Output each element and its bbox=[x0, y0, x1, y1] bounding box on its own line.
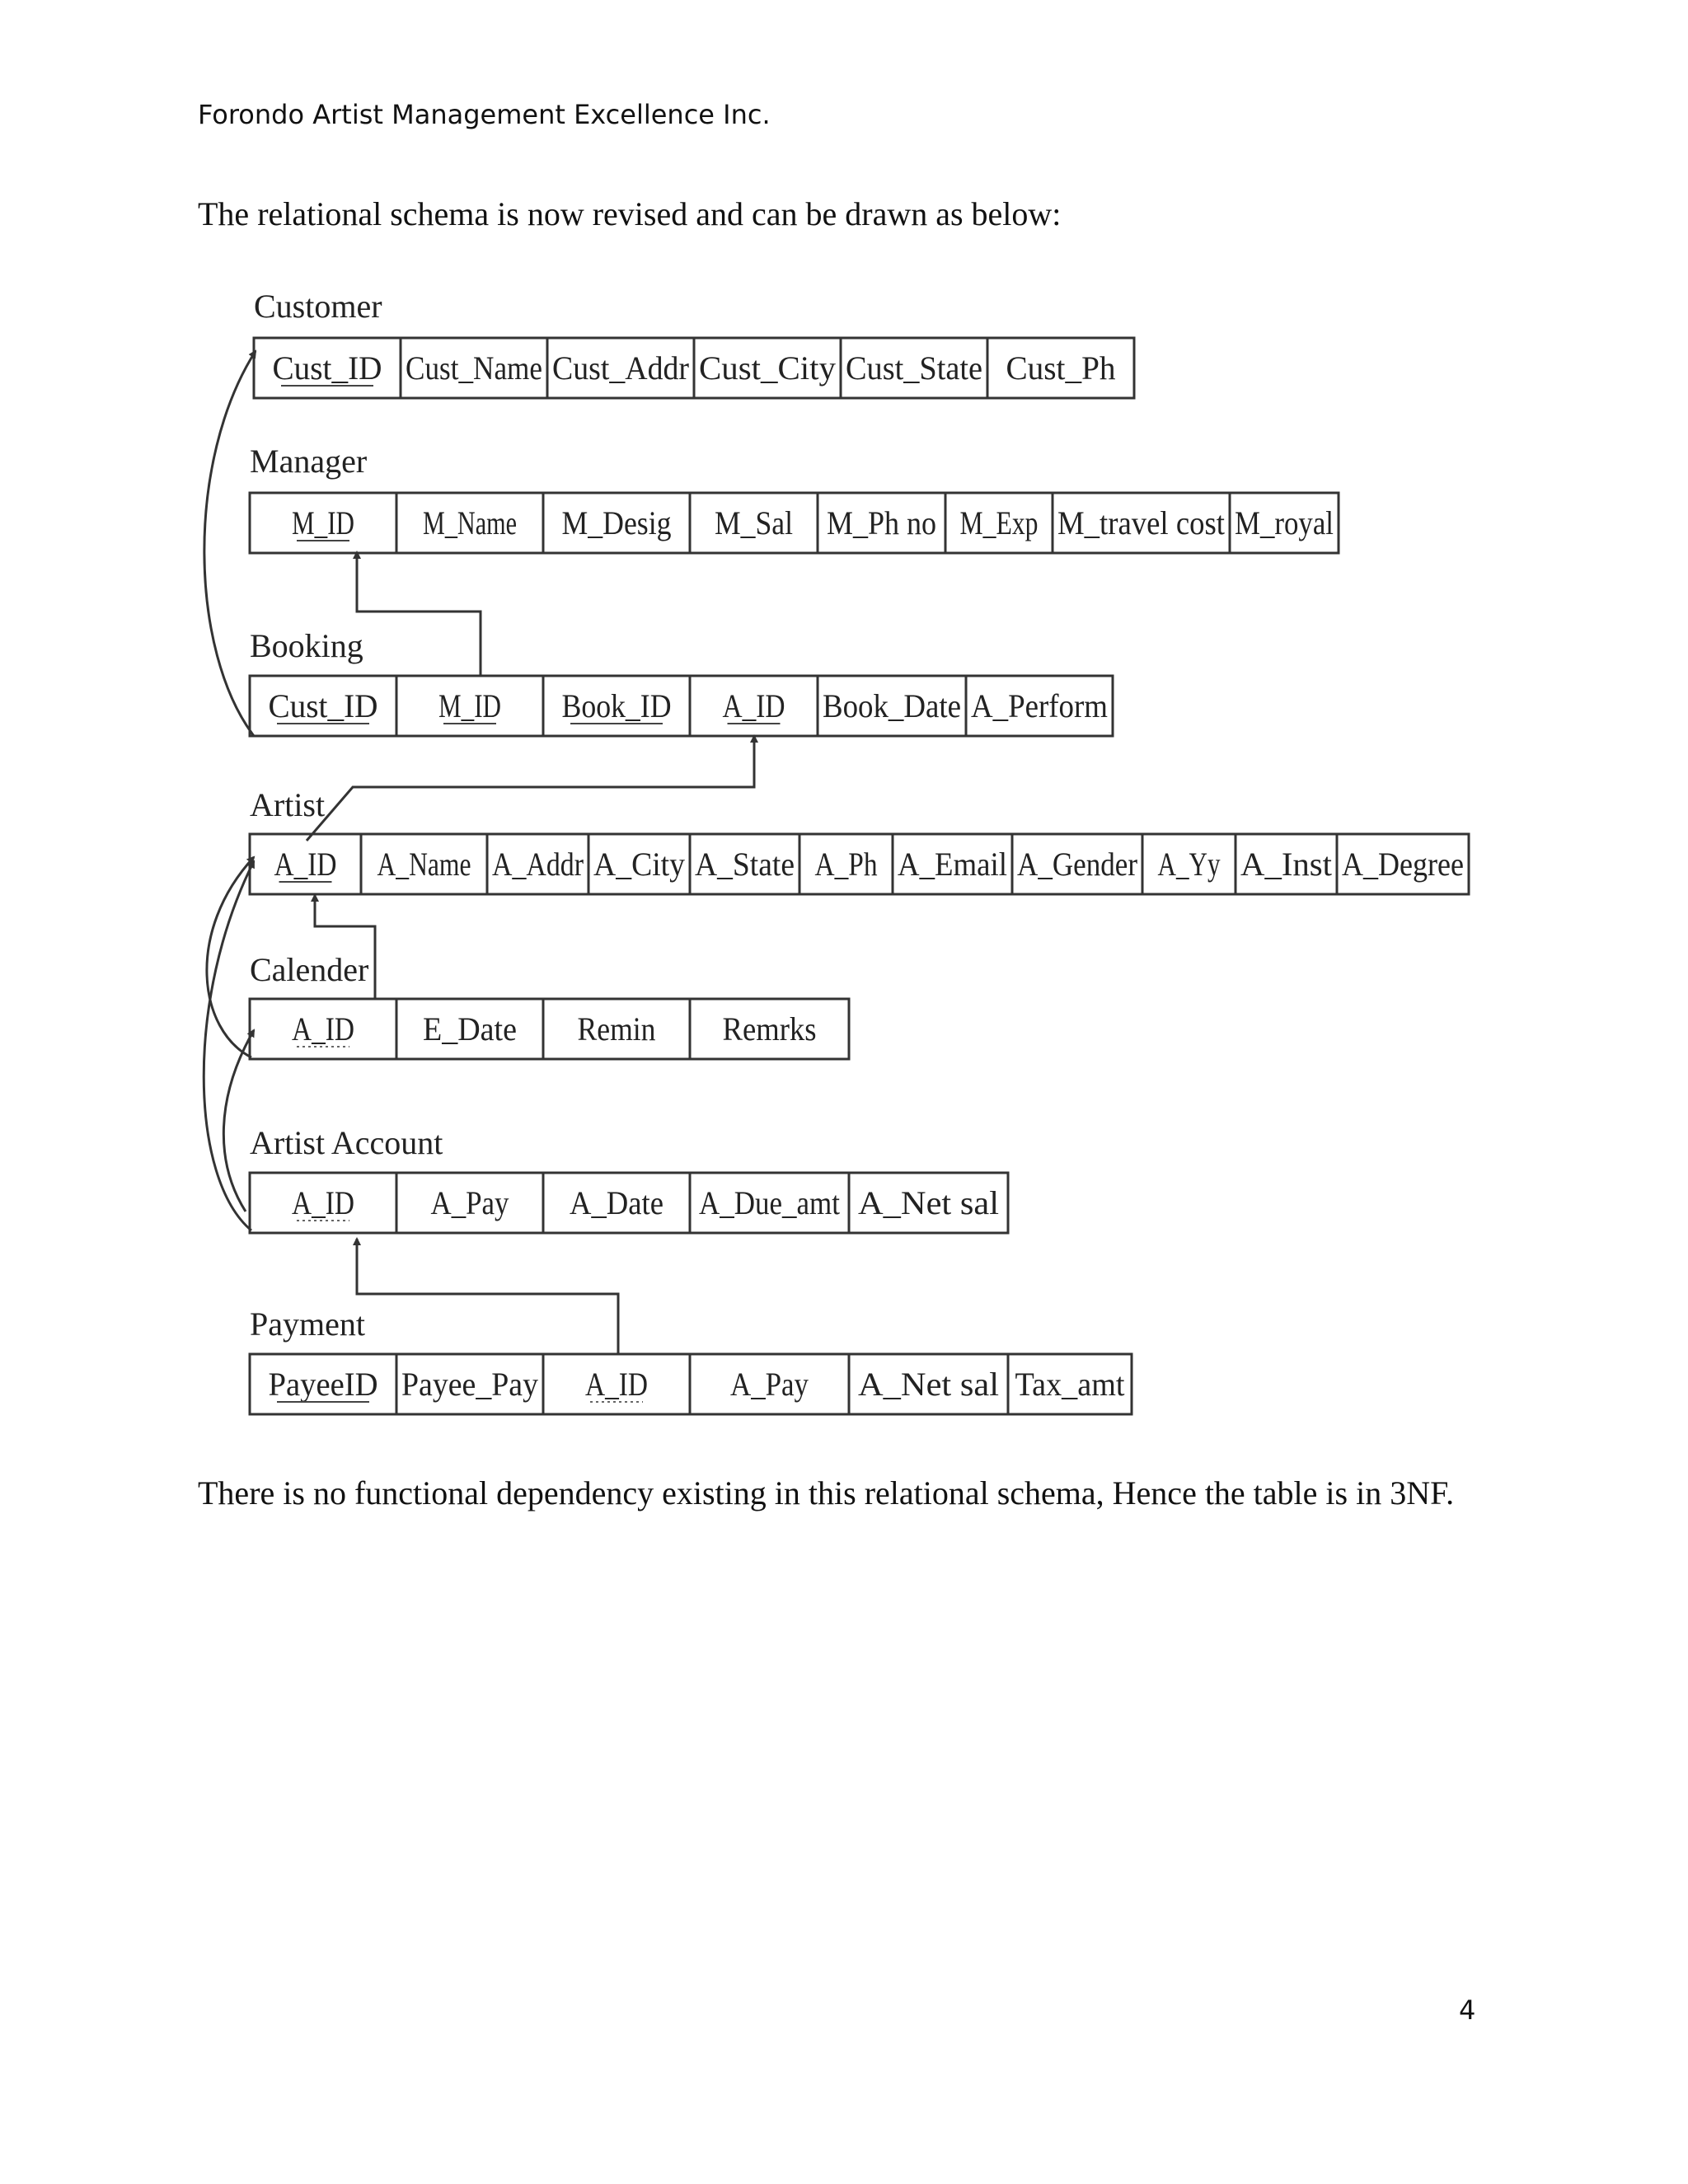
column-cell bbox=[543, 1354, 690, 1414]
column-cell bbox=[543, 493, 690, 553]
connector-booking-to-manager bbox=[357, 552, 481, 676]
column-cell bbox=[690, 1173, 849, 1233]
column-label: M_travel cost bbox=[1057, 504, 1225, 541]
column-label: PayeeID bbox=[268, 1366, 378, 1403]
column-cell bbox=[945, 493, 1053, 553]
column-cell bbox=[588, 834, 690, 894]
column-cell bbox=[547, 338, 694, 398]
column-label: A_Yy bbox=[1157, 846, 1221, 883]
column-label: A_Degree bbox=[1342, 846, 1464, 883]
column-label: Payee_Pay bbox=[401, 1366, 538, 1403]
connector-booking-to-customer bbox=[204, 351, 256, 736]
column-label: Remin bbox=[577, 1010, 656, 1047]
column-cell bbox=[1053, 493, 1230, 553]
column-cell bbox=[396, 493, 543, 553]
column-label: A_ID bbox=[292, 1010, 354, 1047]
column-cell bbox=[849, 1354, 1008, 1414]
column-cell bbox=[250, 1354, 396, 1414]
intro-paragraph: The relational schema is now revised and can be drawn as below: bbox=[198, 195, 1062, 232]
column-label: A_ID bbox=[722, 687, 785, 724]
column-label: A_ID bbox=[274, 846, 337, 883]
table-payment bbox=[250, 1305, 1132, 1414]
column-label: Cust_Ph bbox=[1006, 349, 1116, 387]
table-manager bbox=[250, 443, 1339, 553]
column-label: A_Gender bbox=[1017, 846, 1137, 883]
column-label: A_Inst bbox=[1240, 846, 1332, 883]
connector-payment-to-account bbox=[357, 1239, 618, 1354]
table-name-customer: Customer bbox=[254, 288, 382, 325]
column-cell bbox=[694, 338, 841, 398]
column-label: Cust_State bbox=[846, 349, 982, 387]
column-cell bbox=[1236, 834, 1337, 894]
column-label: A_ID bbox=[292, 1184, 354, 1221]
column-cell bbox=[818, 493, 945, 553]
column-label: A_Pay bbox=[430, 1184, 509, 1221]
column-cell bbox=[849, 1173, 1008, 1233]
column-cell bbox=[254, 338, 401, 398]
column-label: Book_ID bbox=[561, 687, 672, 724]
column-cell bbox=[799, 834, 893, 894]
column-label: Cust_City bbox=[699, 349, 836, 387]
column-label: M_Exp bbox=[959, 504, 1039, 541]
column-cell bbox=[250, 676, 396, 736]
table-calender bbox=[250, 951, 849, 1059]
column-cell bbox=[361, 834, 487, 894]
column-label: A_State bbox=[695, 846, 795, 883]
column-cell bbox=[690, 999, 849, 1059]
column-label: A_Net sal bbox=[858, 1366, 999, 1403]
connector-calender-to-artist-curve bbox=[207, 857, 254, 1057]
column-label: A_Addr bbox=[492, 846, 584, 883]
column-cell bbox=[396, 1173, 543, 1233]
column-label: Book_Date bbox=[823, 687, 961, 724]
table-name-artist-account: Artist Account bbox=[250, 1124, 443, 1161]
conclusion-paragraph: There is no functional dependency existing in this relational schema, Hence the table is in 3NF. bbox=[198, 1474, 1455, 1511]
column-cell bbox=[987, 338, 1134, 398]
column-label: A_Pay bbox=[730, 1366, 809, 1403]
table-name-booking: Booking bbox=[250, 627, 363, 664]
column-cell bbox=[1337, 834, 1469, 894]
column-cell bbox=[1230, 493, 1339, 553]
column-label: A_Email bbox=[898, 846, 1007, 883]
column-label: M_ID bbox=[292, 504, 354, 541]
column-cell bbox=[543, 999, 690, 1059]
column-cell bbox=[841, 338, 987, 398]
column-cell bbox=[893, 834, 1012, 894]
column-cell bbox=[1012, 834, 1142, 894]
column-label: A_Ph bbox=[814, 846, 878, 883]
column-cell bbox=[966, 676, 1113, 736]
column-label: A_Due_amt bbox=[699, 1184, 840, 1221]
column-label: M_Ph no bbox=[827, 504, 936, 541]
column-label: Remrks bbox=[722, 1010, 817, 1047]
column-cell bbox=[543, 1173, 690, 1233]
table-customer bbox=[254, 288, 1134, 398]
column-cell bbox=[250, 999, 396, 1059]
table-name-manager: Manager bbox=[250, 443, 368, 480]
column-cell bbox=[690, 493, 818, 553]
column-cell bbox=[401, 338, 547, 398]
column-label: M_ID bbox=[438, 687, 501, 724]
column-label: M_Sal bbox=[715, 504, 793, 541]
column-cell bbox=[396, 676, 543, 736]
column-cell bbox=[1142, 834, 1236, 894]
connector-artist-to-booking bbox=[307, 736, 754, 841]
column-label: Cust_ID bbox=[272, 349, 382, 387]
column-cell bbox=[250, 1173, 396, 1233]
column-label: M_Desig bbox=[561, 504, 672, 541]
column-label: Tax_amt bbox=[1015, 1366, 1125, 1403]
column-label: A_Date bbox=[570, 1184, 663, 1221]
column-label: M_royal bbox=[1235, 504, 1334, 541]
page-number: 4 bbox=[1459, 1994, 1476, 2026]
column-cell bbox=[250, 834, 361, 894]
column-label: E_Date bbox=[423, 1010, 517, 1047]
table-artist-account bbox=[250, 1124, 1008, 1233]
column-label: A_Name bbox=[377, 846, 471, 883]
column-cell bbox=[1008, 1354, 1132, 1414]
document-header: Forondo Artist Management Excellence Inc. bbox=[198, 99, 771, 130]
column-label: Cust_Addr bbox=[552, 349, 689, 387]
table-name-payment: Payment bbox=[250, 1305, 365, 1343]
column-cell bbox=[396, 999, 543, 1059]
column-label: A_ID bbox=[585, 1366, 648, 1403]
column-label: A_Perform bbox=[971, 687, 1108, 724]
column-label: M_Name bbox=[423, 504, 517, 541]
column-cell bbox=[487, 834, 588, 894]
table-artist bbox=[250, 786, 1469, 894]
table-name-calender: Calender bbox=[250, 951, 369, 988]
column-label: A_City bbox=[593, 846, 685, 883]
column-label: A_Net sal bbox=[858, 1184, 999, 1221]
column-label: Cust_ID bbox=[268, 687, 378, 724]
column-cell bbox=[690, 676, 818, 736]
column-cell bbox=[690, 834, 799, 894]
column-cell bbox=[396, 1354, 543, 1414]
table-name-artist: Artist bbox=[250, 786, 326, 823]
column-cell bbox=[818, 676, 966, 736]
column-cell bbox=[543, 676, 690, 736]
column-cell bbox=[250, 493, 396, 553]
column-cell bbox=[690, 1354, 849, 1414]
column-label: Cust_Name bbox=[406, 349, 542, 387]
table-booking bbox=[250, 627, 1113, 736]
